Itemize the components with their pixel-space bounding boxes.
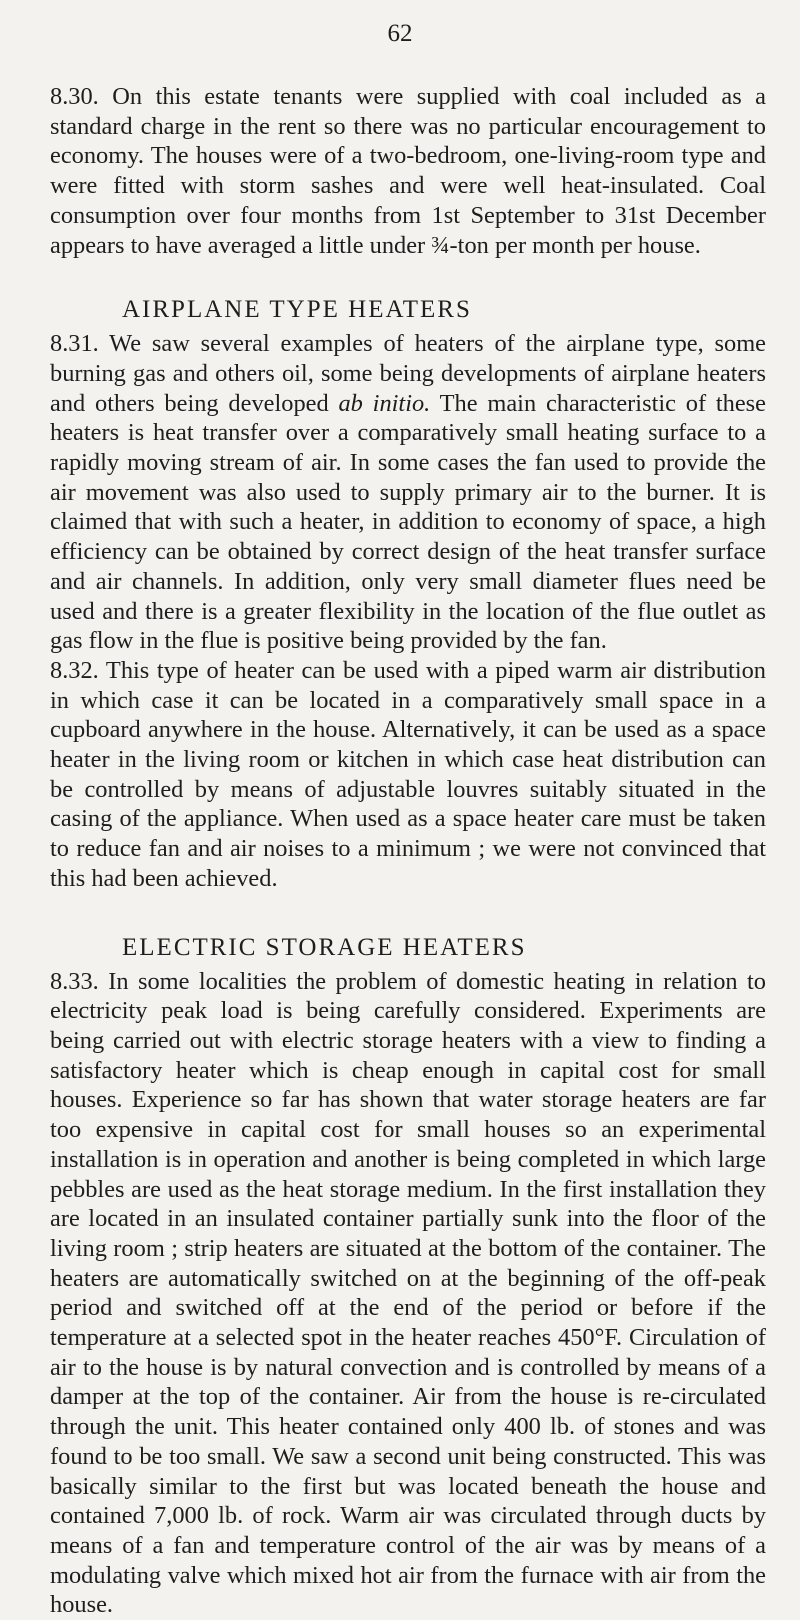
paragraph-8-32: 8.32. This type of heater can be used with a piped warm air distribution in which case it can be located in a comparatively small space in a cupboard anywhere in the house. Alternatively, it can be used as a space heater in the living room or kitchen in which case heat distribution can be controlled by means of adjustable louvres suitably situated in the casing of the appliance. When used as a space heater care must be taken to reduce fan and air noises to a minimum ; we were not convinced that this had been achieved. (50, 656, 766, 892)
document-body (50, 82, 766, 1620)
paragraph-8-31-part-b: The main characteristic of these heaters is heat transfer over a comparatively small heating surface to a rapidly moving stream of air. In some cases the fan used to provide the air movement was also used to supply primary air to the burner. It is claimed that with such a heater, in addition to economy of space, a high efficiency can be obtained by correct design of the heat transfer surface and air channels. In addition, only very small diameter flues need be used and there is a greater flexibility in the location of the flue outlet as gas flow in the flue is positive being provided by the fan. (50, 389, 766, 655)
paragraph-8-31 (50, 329, 766, 656)
section-heading-electric: ELECTRIC STORAGE HEATERS (122, 933, 527, 961)
paragraph-8-30: 8.30. On this estate tenants were supplied with coal included as a standard charge in the rent so there was no particular encouragement to economy. The houses were of a two-bedroom, one-living-room type and were fitted with storm sashes and were well heat-insulated. Coal consumption over four months from 1st September to 31st December appears to have averaged a little under ¾-ton per month per house. (50, 83, 766, 259)
section-heading-airplane: AIRPLANE TYPE HEATERS (122, 296, 472, 324)
latin-phrase: ab initio. (338, 389, 431, 417)
paragraph-8-31-part-a: 8.31. We saw several examples of heaters of the airplane type, some burning gas and others oil, some being developments of airplane heaters and others being developed (50, 330, 766, 417)
paragraph-8-33: 8.33. In some localities the problem of domestic heating in relation to electricity peak load is being carefully considered. Experiments are being carried out with electric storage heaters with a view to finding a satisfactory heater which is cheap enough in capital cost for small houses. Experience so far has shown that water storage heaters are far too expensive in capital cost for small houses so an experimental installation is in operation and another is being completed in which large pebbles are used as the heat storage medium. In the first installation they are located in an insulated container partially sunk into the floor of the living room ; strip heaters are situated at the bottom of the container. The heaters are automatically switched on at the beginning of the off-peak period and switched off at the end of the period or before if the temperature at a selected spot in the heater reaches 450°F. Circulation of air to the house is by natural convection and is controlled by means of a damper at the top of the container. Air from the house is re-circulated through the unit. This heater contained only 400 lb. of stones and was found to be too small. We saw a second unit being constructed. This was basically similar to the first but was located beneath the house and contained 7,000 lb. of rock. Warm air was circulated through ducts by means of a fan and temperature control of the air was by means of a modulating valve which mixed hot air from the furnace with air from the house. (50, 967, 766, 1619)
page-number: 62 (387, 20, 413, 47)
